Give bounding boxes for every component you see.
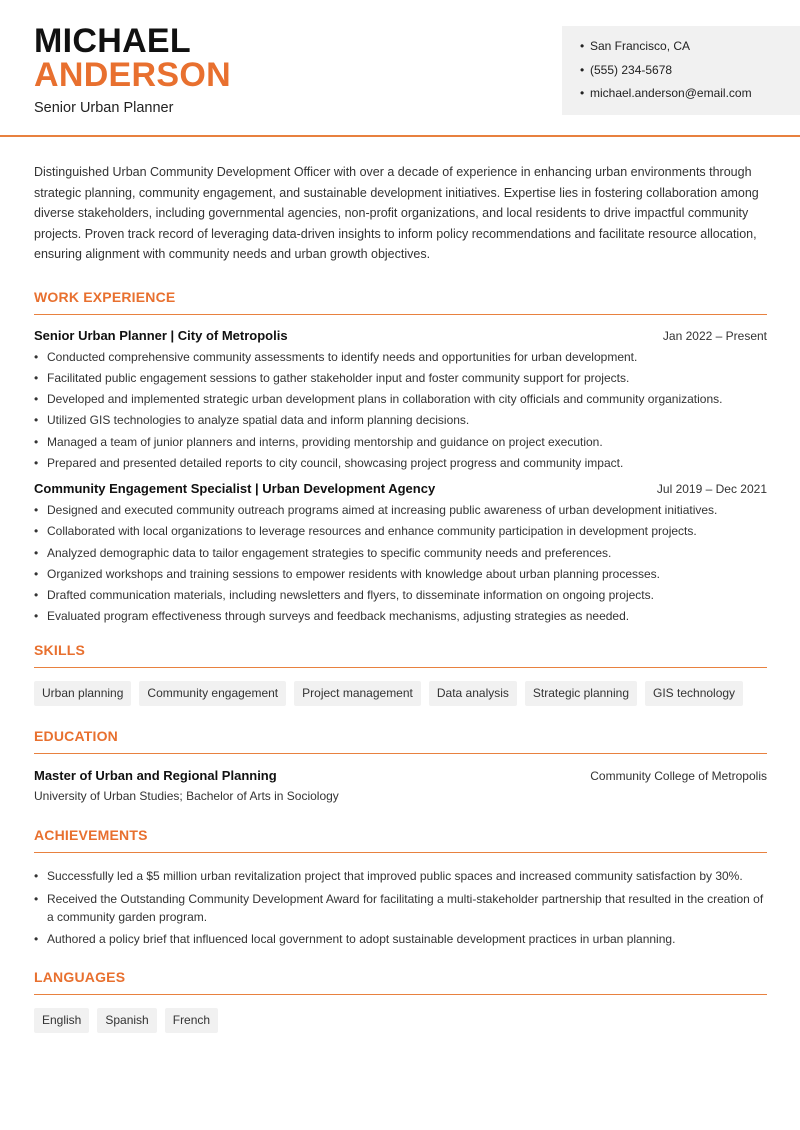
languages-section [34, 969, 767, 1033]
contact-email [580, 85, 800, 109]
list-item: • Collaborated with local organizations to leverage resources and enhance community participation in development projects. [34, 523, 767, 539]
languages-tags [34, 1008, 767, 1033]
resume-header [0, 0, 800, 137]
list-item: • Facilitated public engagement sessions to gather stakeholder input and foster community support for projects. [34, 370, 767, 386]
language-tag: English [34, 1008, 89, 1033]
list-item: • Received the Outstanding Community Development Award for facilitating a multi-stakeholder partnership that resulted in the creation of a community garden program. [34, 890, 767, 926]
location-text: San Francisco, CA [590, 39, 691, 53]
job-role: Senior Urban Planner | City of Metropolis [34, 327, 288, 343]
list-item: • Organized workshops and training sessions to empower residents with knowledge about urban planning processes. [34, 566, 767, 582]
first-name: MICHAEL [34, 22, 191, 60]
section-title-skills: SKILLS [34, 642, 767, 668]
list-item: • Designed and executed community outreach programs aimed at increasing public awareness of urban development initiatives. [34, 502, 767, 518]
list-item: • Utilized GIS technologies to analyze spatial data and inform planning decisions. [34, 412, 767, 428]
achievements-list [34, 868, 767, 947]
education-header [34, 768, 767, 783]
job-title: Senior Urban Planner [34, 100, 174, 116]
job-header [34, 481, 767, 496]
list-item: • Conducted comprehensive community assessments to identify needs and opportunities for urban development. [34, 349, 767, 365]
list-item: • Successfully led a $5 million urban revitalization project that improved public spaces and increased community satisfaction by 30%. [34, 868, 767, 884]
job-bullets [34, 502, 767, 624]
contact-phone [580, 62, 800, 86]
skill-tag: GIS technology [645, 681, 743, 706]
skills-section [34, 642, 767, 706]
list-item: • Drafted communication materials, including newsletters and flyers, to disseminate information on ongoing projects. [34, 587, 767, 603]
section-title-work: WORK EXPERIENCE [34, 289, 767, 315]
list-item: • Managed a team of junior planners and interns, providing mentorship and guidance on project execution. [34, 434, 767, 450]
skill-tag: Community engagement [139, 681, 286, 706]
last-name: ANDERSON [34, 56, 231, 94]
language-tag: Spanish [97, 1008, 156, 1033]
list-item: • Analyzed demographic data to tailor engagement strategies to specific community needs and preferences. [34, 545, 767, 561]
skills-tags [34, 681, 767, 706]
section-title-education: EDUCATION [34, 728, 767, 754]
section-title-achievements: ACHIEVEMENTS [34, 827, 767, 853]
list-item: • Prepared and presented detailed reports to city council, showcasing project progress and community impact. [34, 455, 767, 471]
education-degree: Master of Urban and Regional Planning [34, 768, 277, 784]
phone-text: (555) 234-5678 [590, 62, 673, 77]
achievements-section [34, 827, 767, 947]
job-dates: Jul 2019 – Dec 2021 [656, 481, 767, 496]
bullet-icon: • [580, 39, 585, 53]
job-dates: Jan 2022 – Present [662, 328, 767, 343]
list-item: • Authored a policy brief that influenced local government to adopt sustainable development practices in urban planning. [34, 931, 767, 947]
email-text: michael.anderson@email.com [590, 86, 752, 100]
education-school: Community College of Metropolis [590, 769, 767, 784]
resume-content [34, 162, 767, 1033]
education-section [34, 728, 767, 803]
skill-tag: Urban planning [34, 681, 131, 706]
contact-box [562, 26, 800, 115]
skill-tag: Data analysis [429, 681, 517, 706]
language-tag: French [165, 1008, 218, 1033]
summary-paragraph: Distinguished Urban Community Development Officer with over a decade of experience in enhancing urban environments through strategic planning, community engagement, and sustainable development initiatives. Expertise lies in fostering collaboration among diverse stakeholders, including governmental agencies, non-profit organizations, and local residents to drive impactful community projects. Proven track record of leveraging data-driven insights to inform policy recommendations and facilitate resource allocation, ensuring alignment with community needs and urban growth objectives. [34, 165, 759, 261]
work-experience-section [34, 289, 767, 625]
skill-tag: Project management [294, 681, 421, 706]
bullet-icon: • [580, 62, 585, 77]
section-title-languages: LANGUAGES [34, 969, 767, 995]
contact-location [580, 38, 800, 62]
list-item: • Developed and implemented strategic urban development plans in collaboration with city officials and community organizations. [34, 391, 767, 407]
bullet-icon: • [580, 86, 585, 100]
job-bullets [34, 349, 767, 471]
list-item: • Evaluated program effectiveness through surveys and feedback mechanisms, adjusting strategies as needed. [34, 608, 767, 624]
job-role: Community Engagement Specialist | Urban Development Agency [34, 480, 436, 496]
education-details: University of Urban Studies; Bachelor of Arts in Sociology [34, 789, 339, 804]
skill-tag: Strategic planning [525, 681, 637, 706]
job-header [34, 328, 767, 343]
